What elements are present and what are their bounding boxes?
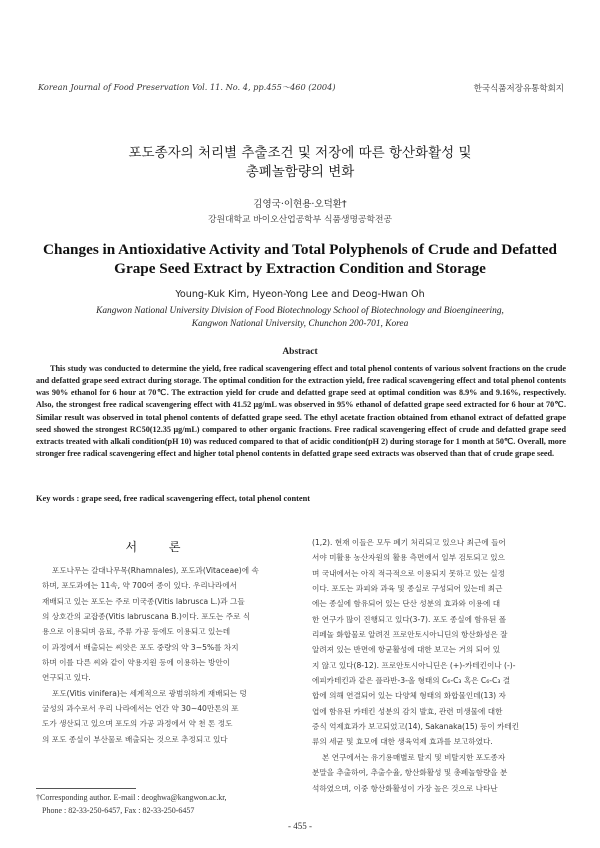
page-number: - 455 - bbox=[288, 821, 312, 831]
left-line: 의 포도 종실이 부산물로 배출되는 것으로 추정되고 있다 bbox=[42, 734, 228, 744]
abstract-body bbox=[36, 363, 566, 460]
right-line: 분말을 추출하여, 추출수율, 항산화활성 및 총폐놀함량을 분 bbox=[312, 768, 508, 778]
right-line: 며 국내에서는 아직 적극적으로 이용되지 못하고 있는 실정 bbox=[312, 568, 505, 578]
left-line: 포도(Vitis vinifera)는 세계적으로 광범위하게 재배되는 덩 bbox=[52, 688, 247, 698]
right-line: 석하였으며, 이중 항산화활성이 가장 높은 것으로 나타난 bbox=[312, 783, 498, 793]
right-line: 류의 세균 및 효모에 대한 생육억제 효과를 보고하였다. bbox=[312, 737, 493, 747]
korean-authors: 김영국·이현용·오덕환† bbox=[253, 199, 347, 210]
journal-citation: Korean Journal of Food Preservation Vol. 11. No. 4, pp.455～460 (2004) bbox=[38, 82, 336, 92]
english-affiliation-line-2: Kangwon National University, Chunchon 200-701, Korea bbox=[191, 319, 409, 329]
english-authors: Young-Kuk Kim, Hyeon-Yong Lee and Deog-Hwan Oh bbox=[175, 289, 425, 300]
korean-title-line-1: 포도종자의 처리별 추출조건 및 저장에 따른 항산화활성 및 bbox=[128, 145, 472, 161]
korean-title-line-2: 총폐놀함량의 변화 bbox=[245, 164, 355, 180]
left-line: 연구되고 있다. bbox=[42, 673, 91, 683]
left-line: 도가 생산되고 있으며 포도의 가공 과정에서 약 천 톤 정도 bbox=[42, 719, 233, 729]
right-line: 엽에 함유된 카테킨 성분의 감치 발효, 관련 미생물에 대한 bbox=[312, 706, 503, 716]
english-title-line-2: Grape Seed Extract by Extraction Condition and Storage bbox=[114, 260, 486, 277]
right-line: (1,2). 현재 이들은 모두 폐기 처리되고 있으나 최근에 들어 bbox=[312, 538, 506, 547]
right-line: 에는 종실에 함유되어 있는 단산 성분의 효과와 이용에 대 bbox=[312, 599, 501, 609]
right-line: 한 연구가 많이 진행되고 있다(3-7). 포도 종실에 함유된 폴 bbox=[312, 614, 507, 624]
right-line: 본 연구에서는 유기용매별로 탈지 및 비탈지한 포도종자 bbox=[322, 752, 506, 762]
right-line: 합에 의해 연결되어 있는 다양체 형태의 화합물인데(13) 자 bbox=[312, 691, 506, 701]
footnote-line-1: †Corresponding author. E-mail : deoghwa@kangwon.ac.kr, bbox=[36, 793, 227, 802]
left-line: 포도나무는 갈대나무목(Rhamnales), 포도과(Vitaceae)에 속 bbox=[52, 566, 259, 575]
right-line: 이다. 포도는 과피와 과육 및 종실로 구성되어 있는데 최근 bbox=[312, 584, 503, 594]
korean-affiliation: 강원대학교 바이오산업공학부 식품생명공학전공 bbox=[207, 215, 393, 225]
english-title-line-1: Changes in Antioxidative Activity and Total Polyphenols of Crude and Defatted bbox=[43, 241, 557, 258]
left-line: 하며 이를 다른 씨와 같이 약용지원 등에 이용하는 방안이 bbox=[42, 658, 231, 668]
english-affiliation-line-1: Kangwon National University Division of Food Biotechnology School of Biotechnology and Bioengineering, bbox=[96, 306, 504, 316]
left-line: 재배되고 있는 포도는 주로 미국종(Vitis labrusca L.)과 그들 bbox=[42, 596, 245, 606]
left-line: 용으로 이용되며 음료, 주류 가공 등에도 이용되고 있는데 bbox=[42, 627, 231, 637]
right-line: 서야 미활용 농산자원의 활용 측면에서 일부 검토되고 있으 bbox=[312, 553, 505, 563]
section-heading-introduction: 서 론 bbox=[125, 540, 195, 554]
left-line: 이 과정에서 배출되는 씨앗은 포도 중량의 약 3~5%를 차지 bbox=[42, 642, 239, 652]
abstract-text: This study was conducted to determine the yield, free radical scavengering effect and total phenol contents of various solvent fractions on the crude and defatted grape seed extract during storage. The optimal condition for the extraction yield, free radical scavengering effect and total phenol contents was 90% ethanol for 6 hour at 70℃. The extraction yield for crude and defatted grape seed at optimal condition was 8.9% and 9.16%, respectively. Also, the strongest free radical scavengering effect with 41.52 μg/mL was observed in 95% ethanol of defatted grape seed extracted for 6 hour at 70℃. Similar result was observed in total phenol contents of defatted grape seed. The ethyl acetate fraction obtained from ethanol extract of defatted grape seed showed the strongest RC50(12.35 μg/mL) compared to other organic fractions. Free radical scavengering effect of crude and defatted grape seed extracts treated with alkali condition(pH 10) was reduced compared to that of acidic condition(pH 2) during storage for 1 month at 50℃. Overall, more stronger free radical scavengering effect and higher total phenol contents in defatted grape seed extracts was observed than that of crude grape seed. bbox=[36, 364, 566, 459]
left-line: 하며, 포도과에는 11속, 약 700여 종이 있다. 우리나라에서 bbox=[42, 581, 238, 591]
society-name: 한국식품저장유통학회지 bbox=[473, 84, 564, 94]
keywords: Key words : grape seed, free radical scavengering effect, total phenol content bbox=[36, 494, 311, 503]
right-line: 리페놀 화합물로 알려진 프로안토시아니딘의 항산화성은 잘 bbox=[312, 630, 508, 640]
right-line: 증식 억제효과가 보고되었고(14), Sakanaka(15) 등이 카테킨 bbox=[312, 722, 520, 732]
left-line: 의 상호간의 교잡종(Vitis labruscana B.)이다. 포도는 주로 식 bbox=[42, 612, 251, 622]
left-line: 굴성의 과수로서 우리 나라에서는 연간 약 30~40만톤의 포 bbox=[42, 704, 239, 714]
footnote-line-2: Phone : 82-33-250-6457, Fax : 82-33-250-6457 bbox=[42, 805, 195, 815]
abstract-heading: Abstract bbox=[282, 347, 318, 357]
right-line: 에피카테킨과 같은 플라반-3-올 형태의 C₆-C₃ 혹은 C₆-C₃ 결 bbox=[312, 676, 511, 686]
footnote bbox=[36, 792, 286, 817]
right-line: 지 않고 있다(8-12). 프로안토시아니딘은 (+)-카테킨이나 (-)- bbox=[312, 660, 516, 670]
right-column-text bbox=[312, 535, 564, 796]
left-column-text bbox=[42, 563, 278, 747]
right-line: 알려져 있는 반면에 항균활성에 대한 보고는 거의 되어 있 bbox=[312, 645, 501, 655]
footnote-divider bbox=[36, 788, 136, 789]
